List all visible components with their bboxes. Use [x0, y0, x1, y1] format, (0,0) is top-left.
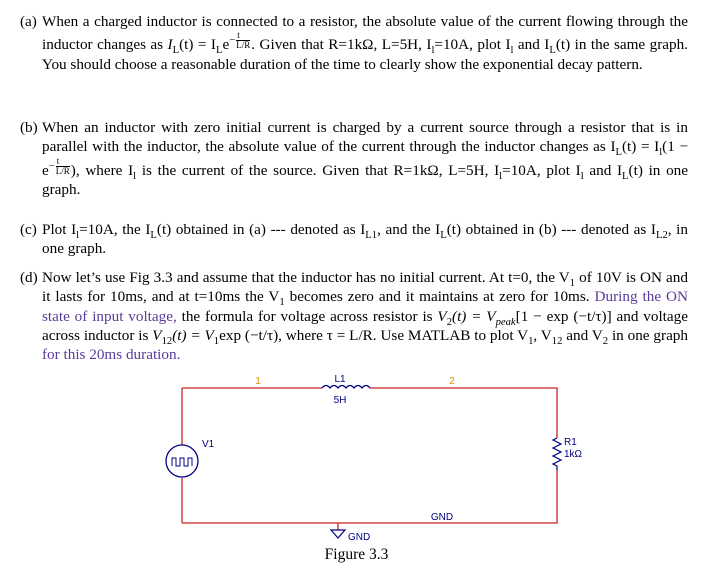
resistor-r1: [553, 438, 561, 470]
node-label-2: 2: [449, 376, 455, 387]
inductor-l1-value: 5H: [333, 395, 347, 406]
inductor-l1-name: L1: [334, 374, 346, 385]
ground-icon: [331, 530, 345, 538]
question-a-label: (a): [20, 13, 37, 30]
resistor-r1-value: 1kΩ: [564, 449, 583, 460]
fraction-a: $\frac{t}{L/R}$: [236, 30, 251, 51]
node-label-1: 1: [255, 376, 261, 387]
question-b-label: (b): [20, 119, 38, 136]
question-d-label: (d): [20, 269, 38, 286]
inductor-l1-coil: [322, 386, 370, 389]
question-b-text: When an inductor with zero initial current is charged by a current source through a resistor that is in parallel with the inductor, the absolute value of the current through the inductor changes as $I_L(t) = I_l(1 - e^{- \frac{t}{L/R}}$ ), where $I_l$ is the current of the source. Given that R=1kΩ, L=5H, $I_l=10A$, plot $I_l$ and $I_L(t)$ in one graph.: [42, 119, 689, 198]
resistor-r1-name: R1: [564, 437, 577, 448]
question-c-text: Plot $I_l=10A$, the $I_L(t)$ obtained in (a) --- denoted as $I_{L1}$, and the $I_L(t)$ obtained in (b) --- denoted as $I_{L2}$, in one graph.: [42, 221, 688, 258]
question-c-label: (c): [20, 221, 37, 238]
voltage-source-v1: [166, 445, 198, 477]
gnd-symbol-label: GND: [348, 532, 371, 543]
wire-right-bottom: [182, 470, 557, 523]
fraction-b: $\frac{t}{L/R}$: [55, 155, 70, 176]
wire-top-right: [370, 388, 557, 438]
gnd-wire-label: GND: [430, 512, 454, 523]
figure-caption: Figure 3.3: [324, 546, 389, 563]
voltage-source-v1-name: V1: [202, 439, 215, 450]
question-a-text: When a charged inductor is connected to a resistor, the absolute value of the current flowing through the inductor changes as $I_L(t) = I_Le^{- \frac{t}{L/R}}$ . Given that R=1kΩ, L=5H, $I_l=10A$, plot $I_l$ and $I_L(t)$ in the same graph. You should choose a reasonable duration of the time to clearly show the exponential decay pattern.: [42, 13, 688, 73]
question-d-text: Now let’s use Fig 3.3 and assume that the inductor has no initial current. At t=0, the $V_1$ of 10V is ON and it lasts for 10ms, and at t=10ms the $V_1$ becomes zero and it maintains at zero for 10ms. During the ON state of input voltage, the formula for voltage across resistor is $V_2(t) = V_{peak}[1 - \exp (-t/\tau)]$ and voltage across inductor is $V_{12}(t) = V_1\exp$ (−t/τ), where τ = L/R. Use MATLAB to plot $V_1$, $V_{12}$ and $V_2$ in one graph for this 20ms duration.: [42, 269, 688, 364]
